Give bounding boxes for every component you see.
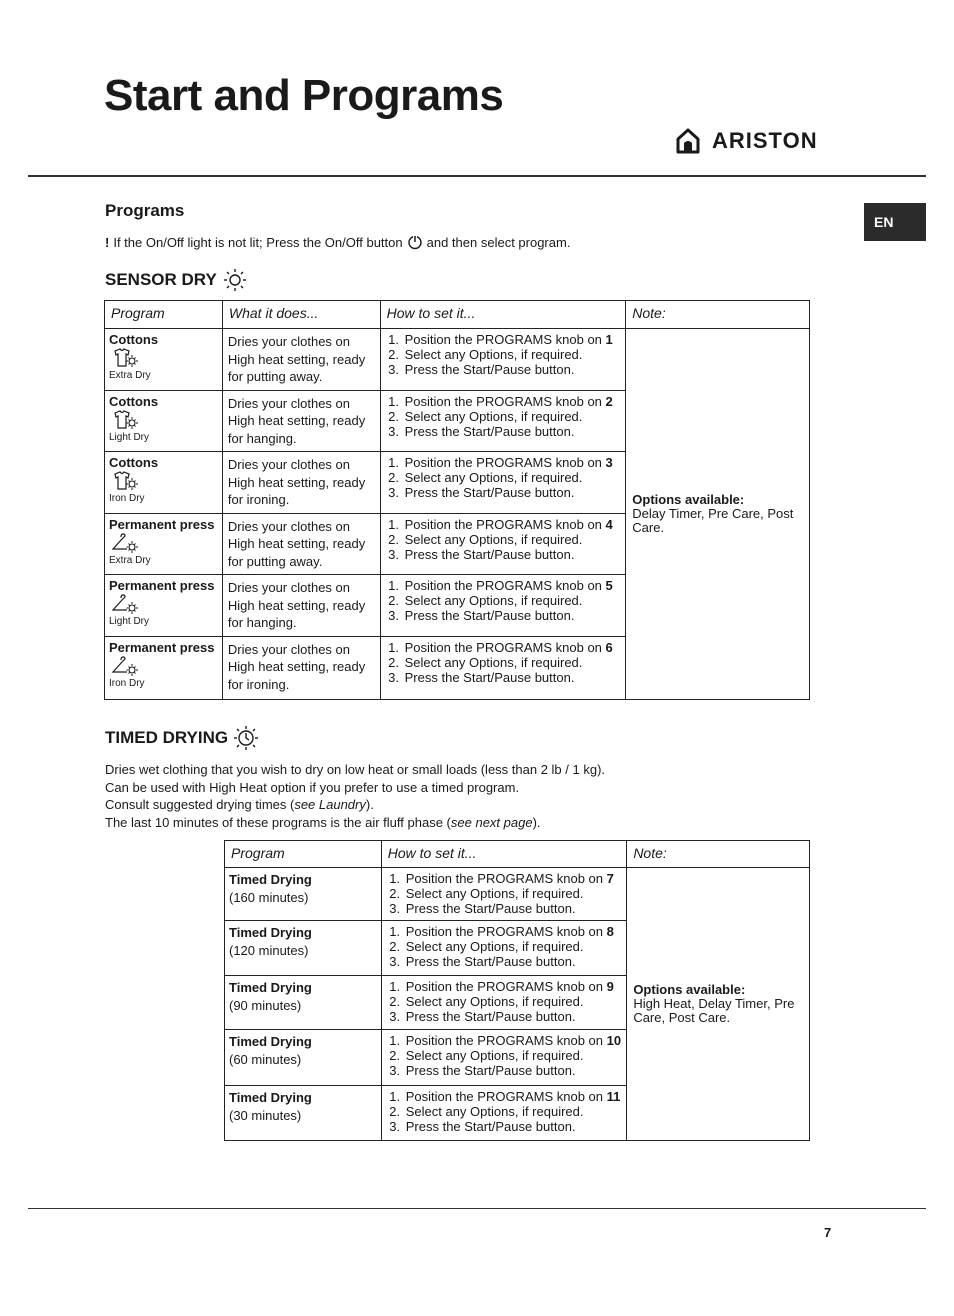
description-cell: Dries your clothes on High heat setting, ready for putting away. — [222, 513, 380, 575]
step-position: 1. Position the PROGRAMS knob on 7 — [404, 871, 627, 886]
step-options: 2. Select any Options, if required. — [403, 655, 626, 670]
steps-list — [381, 391, 626, 439]
step-start: 3. Press the Start/Pause button. — [404, 901, 627, 916]
col-program: Program — [105, 301, 223, 329]
col-note: Note: — [627, 841, 810, 868]
note-text-after: and then select program. — [426, 234, 571, 250]
program-cell — [225, 921, 382, 976]
program-duration: (30 minutes) — [229, 1108, 302, 1123]
step-options: 2. Select any Options, if required. — [404, 939, 627, 954]
step-start: 3. Press the Start/Pause button. — [404, 1009, 627, 1024]
program-mode: Iron Dry — [109, 677, 145, 689]
description-cell: Dries your clothes on High heat setting, ready for hanging. — [222, 575, 380, 637]
program-name: Permanent press — [109, 516, 215, 532]
step-position: 1. Position the PROGRAMS knob on 2 — [403, 394, 626, 409]
step-options: 2. Select any Options, if required. — [403, 532, 626, 547]
step-position: 1. Position the PROGRAMS knob on 1 — [403, 332, 626, 347]
header-divider — [28, 175, 926, 177]
step-options: 2. Select any Options, if required. — [403, 347, 626, 362]
step-start: 3. Press the Start/Pause button. — [403, 547, 626, 562]
how-cell — [380, 575, 626, 637]
steps-list — [381, 329, 626, 377]
step-position: 1. Position the PROGRAMS knob on 3 — [403, 455, 626, 470]
col-note: Note: — [626, 301, 810, 329]
shirt-sun-icon — [111, 348, 141, 370]
program-name: Permanent press — [109, 578, 215, 593]
language-tab: EN — [864, 203, 926, 241]
description-cell: Dries your clothes on High heat setting, ready for ironing. — [222, 636, 380, 699]
description-cell: Dries your clothes on High heat setting, ready for hanging. — [222, 390, 380, 452]
step-position: 1. Position the PROGRAMS knob on 5 — [403, 578, 626, 593]
steps-list — [382, 1030, 627, 1078]
program-duration: (160 minutes) — [229, 890, 309, 905]
step-position: 1. Position the PROGRAMS knob on 4 — [403, 517, 626, 532]
hanger-sun-icon — [111, 594, 141, 616]
table-row — [225, 868, 810, 921]
program-cell — [225, 1086, 382, 1141]
program-name: Timed Drying — [229, 1090, 312, 1105]
step-options: 2. Select any Options, if required. — [404, 994, 627, 1009]
program-cell — [105, 575, 223, 637]
col-program: Program — [225, 841, 382, 868]
note-cell — [627, 868, 810, 1141]
note-title: Options available: — [633, 982, 746, 997]
program-cell — [105, 390, 223, 452]
ariston-house-icon — [676, 128, 700, 154]
how-cell — [380, 513, 626, 575]
hanger-sun-icon — [111, 656, 141, 678]
step-start: 3. Press the Start/Pause button. — [403, 485, 626, 500]
page-number: 7 — [824, 1225, 832, 1240]
timed-drying-table — [224, 840, 810, 1141]
steps-list — [382, 1086, 627, 1134]
intro-line-3: Consult suggested drying times (see Laundry). — [105, 797, 374, 813]
note-exclamation: ! — [105, 234, 110, 250]
step-position: 1. Position the PROGRAMS knob on 10 — [404, 1033, 627, 1048]
how-cell — [380, 390, 626, 452]
program-mode: Light Dry — [109, 616, 150, 627]
col-how: How to set it... — [381, 841, 627, 868]
program-cell — [105, 513, 223, 575]
how-cell — [381, 921, 627, 976]
program-cell — [225, 976, 382, 1030]
how-cell — [380, 452, 626, 514]
sensor-dry-title: SENSOR DRY — [105, 270, 217, 289]
step-options: 2. Select any Options, if required. — [404, 886, 627, 901]
steps-list — [381, 575, 626, 623]
step-position: 1. Position the PROGRAMS knob on 9 — [404, 979, 627, 994]
brand-name: ARISTON — [712, 128, 818, 153]
note-cell — [626, 329, 810, 700]
intro-line-1: Dries wet clothing that you wish to dry on low heat or small loads (less than 2 lb / 1 kg). — [105, 762, 606, 777]
how-cell — [380, 636, 626, 699]
program-mode: Light Dry — [109, 431, 150, 443]
steps-list — [381, 514, 626, 562]
step-start: 3. Press the Start/Pause button. — [404, 954, 627, 969]
step-options: 2. Select any Options, if required. — [403, 409, 626, 424]
timed-drying-heading — [105, 726, 258, 750]
program-cell — [105, 636, 223, 699]
col-what: What it does... — [222, 301, 380, 329]
program-name: Permanent press — [109, 639, 215, 655]
brand-logo — [676, 128, 818, 154]
step-position: 1. Position the PROGRAMS knob on 6 — [403, 640, 626, 655]
step-position: 1. Position the PROGRAMS knob on 8 — [404, 924, 627, 939]
program-mode: Extra Dry — [109, 554, 151, 566]
how-cell — [381, 1030, 627, 1086]
description-cell: Dries your clothes on High heat setting, ready for putting away. — [222, 329, 380, 391]
shirt-sun-icon — [111, 471, 141, 493]
description-cell: Dries your clothes on High heat setting, ready for ironing. — [222, 452, 380, 514]
timed-drying-title: TIMED DRYING — [105, 728, 229, 747]
program-duration: (90 minutes) — [229, 998, 302, 1013]
step-start: 3. Press the Start/Pause button. — [404, 1063, 627, 1078]
note-title: Options available: — [632, 491, 745, 507]
note-text: High Heat, Delay Timer, Pre Care, Post Care. — [633, 996, 795, 1025]
step-start: 3. Press the Start/Pause button. — [403, 670, 626, 685]
program-mode: Extra Dry — [109, 370, 151, 381]
steps-list — [382, 976, 627, 1024]
program-cell — [105, 329, 223, 391]
program-cell — [225, 1030, 382, 1086]
steps-list — [381, 637, 626, 685]
steps-list — [382, 868, 627, 916]
footer-divider — [28, 1208, 926, 1209]
program-mode: Iron Dry — [109, 493, 145, 504]
program-duration: (120 minutes) — [229, 943, 309, 958]
step-options: 2. Select any Options, if required. — [404, 1104, 627, 1119]
step-start: 3. Press the Start/Pause button. — [404, 1119, 627, 1134]
shirt-sun-icon — [111, 410, 141, 432]
program-name: Cottons — [109, 455, 159, 470]
sensor-dry-table — [104, 300, 810, 700]
steps-list — [381, 452, 626, 500]
program-name: Cottons — [109, 332, 159, 347]
step-position: 1. Position the PROGRAMS knob on 11 — [404, 1089, 627, 1104]
step-options: 2. Select any Options, if required. — [404, 1048, 627, 1063]
program-name: Timed Drying — [229, 872, 312, 887]
program-duration: (60 minutes) — [229, 1052, 302, 1067]
step-options: 2. Select any Options, if required. — [403, 593, 626, 608]
how-cell — [381, 976, 627, 1030]
intro-line-2: Can be used with High Heat option if you prefer to use a timed program. — [105, 779, 520, 795]
programs-note — [105, 234, 570, 250]
program-name: Timed Drying — [229, 1034, 312, 1049]
how-cell — [381, 868, 627, 921]
how-cell — [380, 329, 626, 391]
note-text: Delay Timer, Pre Care, Post Care. — [632, 505, 794, 535]
intro-line-4: The last 10 minutes of these programs is the air fluff phase (see next page). — [105, 815, 541, 831]
program-cell — [225, 868, 382, 921]
table-row — [105, 329, 810, 391]
timed-drying-intro — [105, 761, 605, 832]
program-name: Cottons — [109, 393, 159, 409]
page-title: Start and Programs — [104, 71, 504, 120]
sun-icon — [223, 268, 247, 292]
programs-heading: Programs — [105, 201, 185, 220]
program-name: Timed Drying — [229, 925, 312, 940]
step-start: 3. Press the Start/Pause button. — [403, 424, 626, 439]
note-text-before: If the On/Off light is not lit; Press the On/Off button — [113, 234, 403, 250]
how-cell — [381, 1086, 627, 1141]
steps-list — [382, 921, 627, 969]
step-options: 2. Select any Options, if required. — [403, 470, 626, 485]
col-how: How to set it... — [380, 301, 626, 329]
sensor-dry-heading — [105, 268, 247, 292]
program-name: Timed Drying — [229, 980, 312, 995]
program-cell — [105, 452, 223, 514]
step-start: 3. Press the Start/Pause button. — [403, 608, 626, 623]
power-icon — [407, 234, 423, 250]
timer-sun-icon — [234, 726, 258, 750]
step-start: 3. Press the Start/Pause button. — [403, 362, 626, 377]
hanger-sun-icon — [111, 533, 141, 555]
